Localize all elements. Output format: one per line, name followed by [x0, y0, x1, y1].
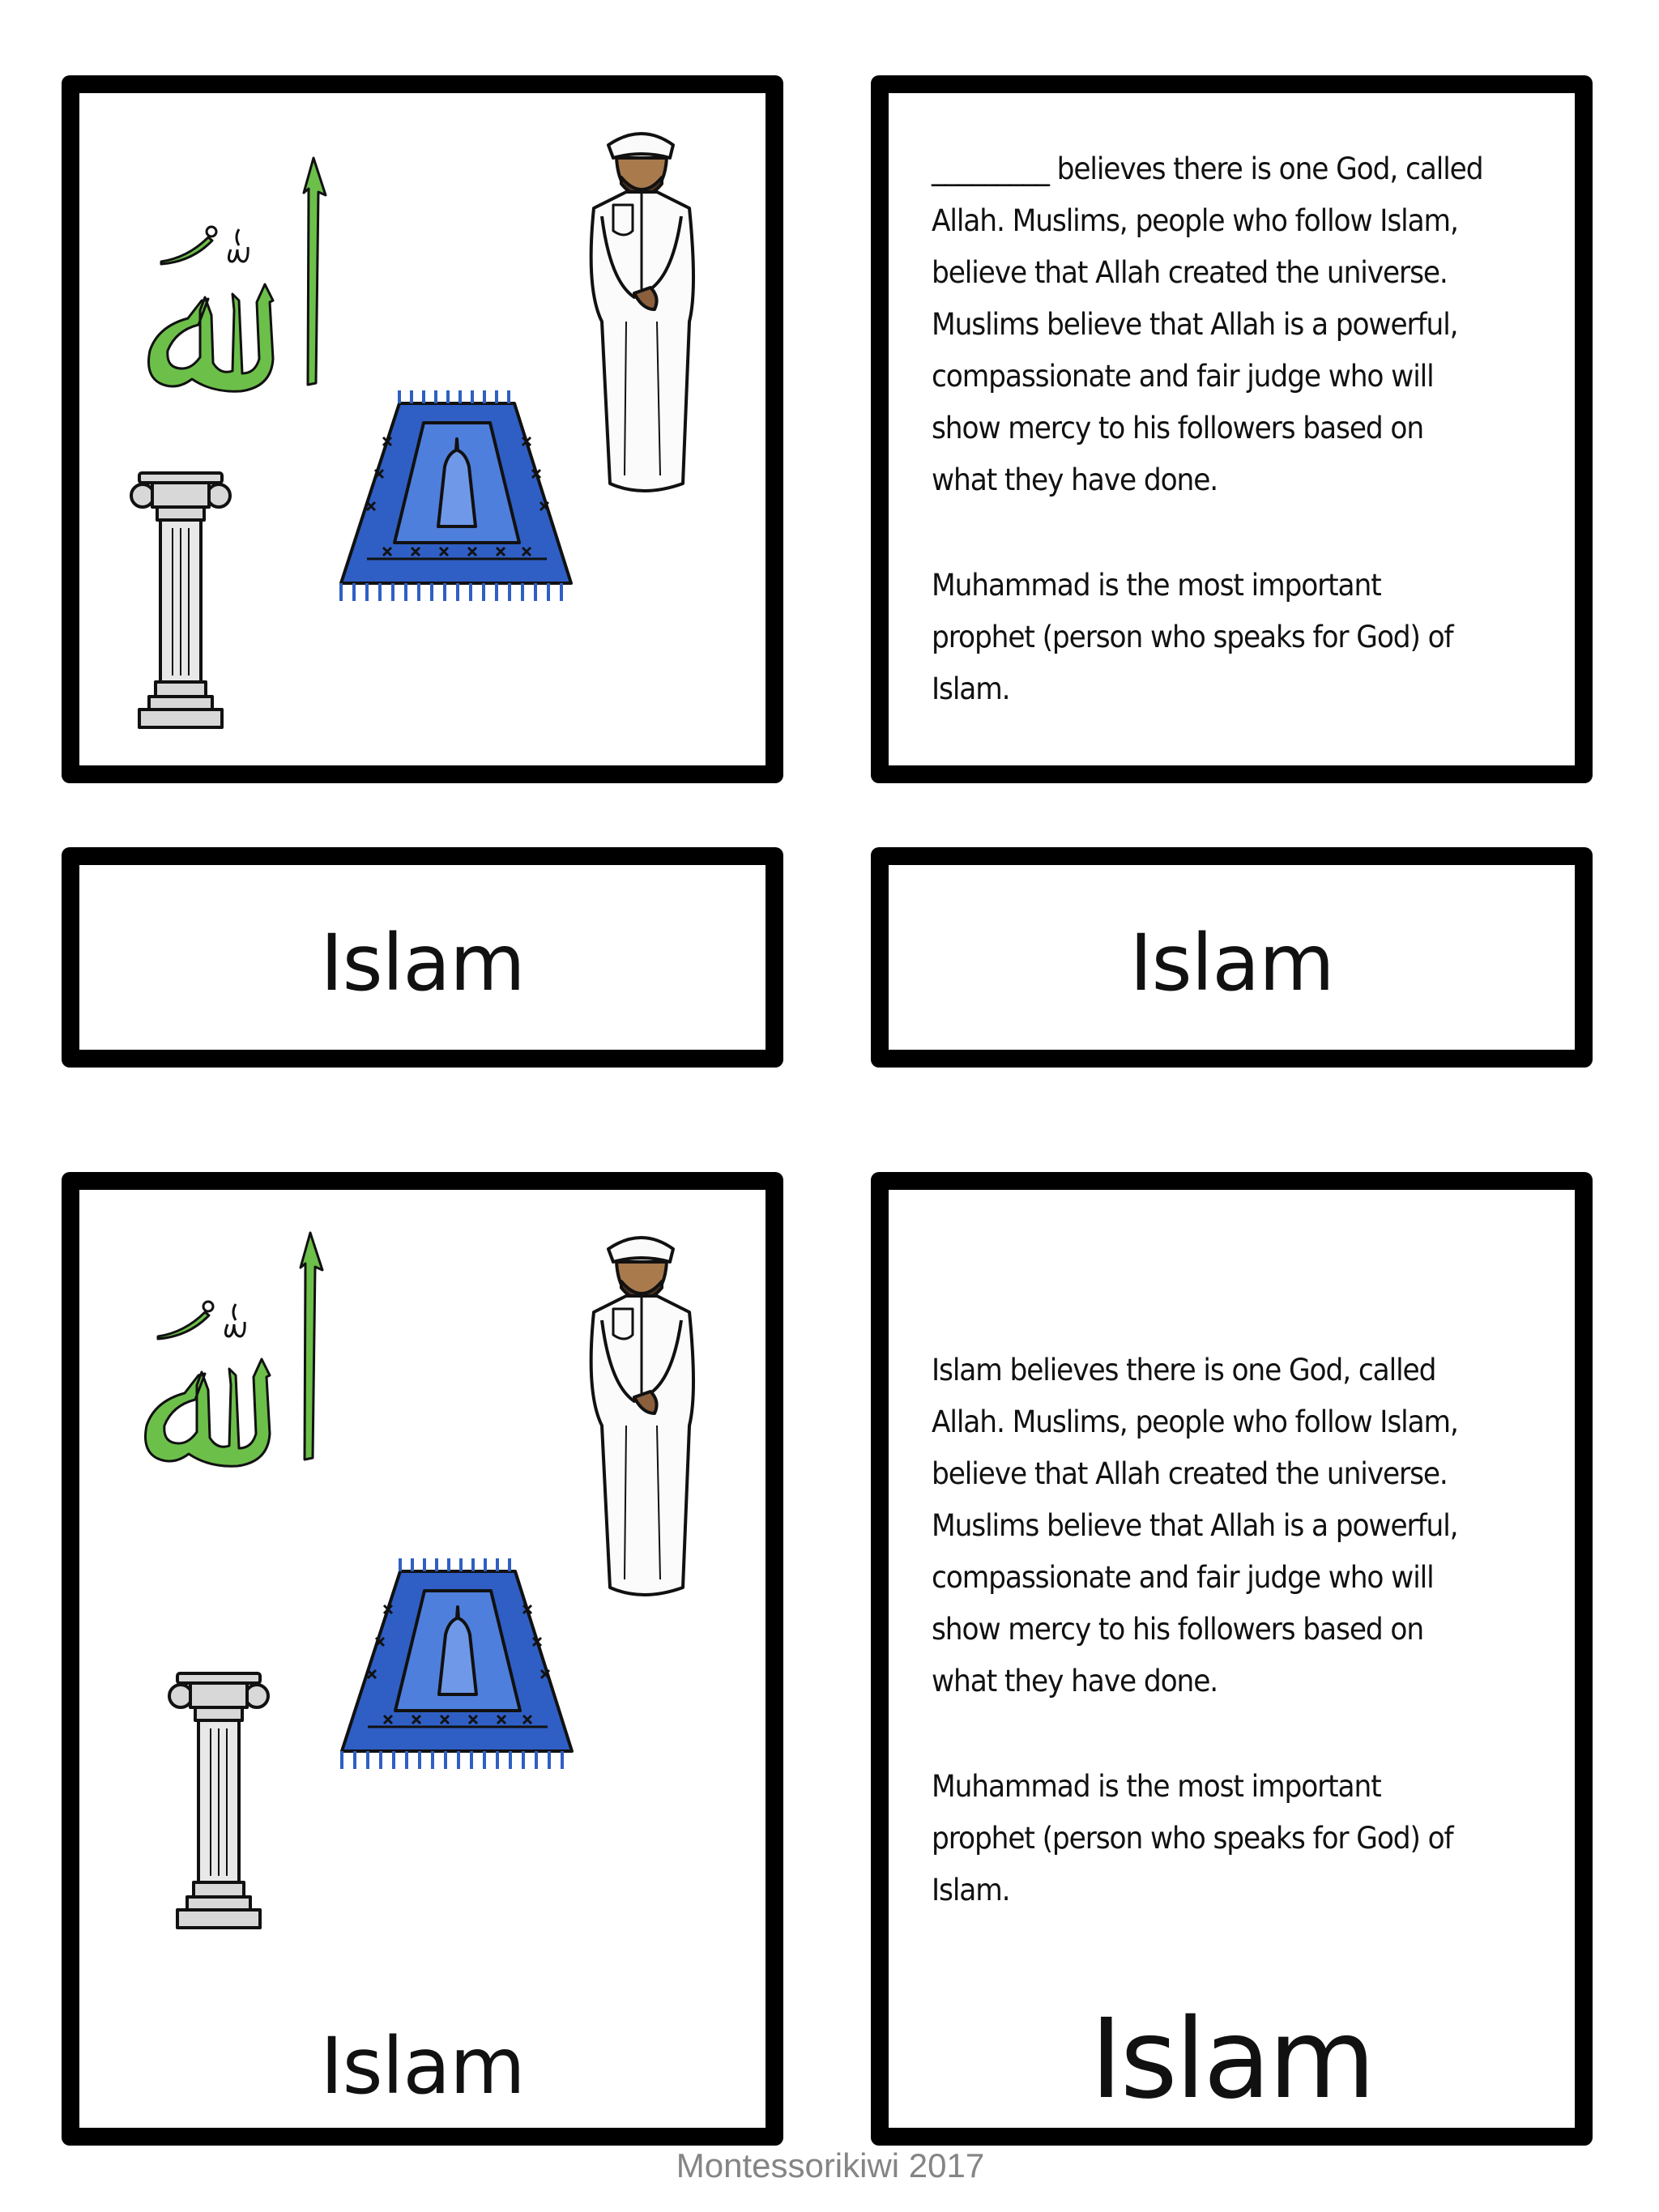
description-line: believe that Allah created the universe. — [932, 255, 1448, 290]
description-line: prophet (person who speaks for God) of — [932, 620, 1453, 654]
imam-figure-icon — [586, 127, 697, 498]
allah-calligraphy-icon — [140, 1231, 331, 1471]
description-line: Muslims believe that Allah is a powerful, — [932, 307, 1458, 342]
description-text-blank — [932, 143, 1534, 715]
prayer-rug-icon — [335, 389, 578, 603]
ionic-column-icon — [165, 1672, 272, 1929]
imam-figure-icon — [586, 1231, 697, 1602]
description-line: Islam believes there is one God, called — [932, 1353, 1436, 1387]
description-line: believe that Allah created the universe. — [932, 1456, 1448, 1491]
description-line: _________ believes there is one God, called — [932, 151, 1483, 186]
label-card-left-text: Islam — [320, 918, 525, 1008]
description-line: compassionate and fair judge who will — [932, 1560, 1434, 1595]
description-line: Muhammad is the most important — [932, 1769, 1381, 1804]
control-description-title: Islam — [1090, 1996, 1374, 2124]
description-line: Islam. — [932, 1873, 1010, 1907]
description-line: compassionate and fair judge who will — [932, 359, 1434, 394]
control-picture-card-label: Islam — [320, 2021, 525, 2112]
description-line: show mercy to his followers based on — [932, 411, 1424, 445]
description-line: Muslims believe that Allah is a powerful, — [932, 1508, 1458, 1543]
label-card-right-text: Islam — [1129, 918, 1334, 1008]
description-line: show mercy to his followers based on — [932, 1612, 1424, 1647]
footer-credit: Montessorikiwi 2017 — [676, 2146, 985, 2184]
control-description-text — [932, 1345, 1534, 1916]
description-line: Allah. Muslims, people who follow Islam, — [932, 1404, 1458, 1439]
description-line: Islam. — [932, 671, 1010, 706]
description-line: what they have done. — [932, 1664, 1218, 1698]
description-line: prophet (person who speaks for God) of — [932, 1821, 1453, 1856]
description-line: Allah. Muslims, people who follow Islam, — [932, 203, 1458, 238]
ionic-column-icon — [128, 471, 233, 729]
allah-calligraphy-icon — [143, 156, 335, 396]
description-line: Muhammad is the most important — [932, 568, 1381, 603]
prayer-rug-icon — [335, 1557, 578, 1771]
description-line: what they have done. — [932, 462, 1218, 497]
